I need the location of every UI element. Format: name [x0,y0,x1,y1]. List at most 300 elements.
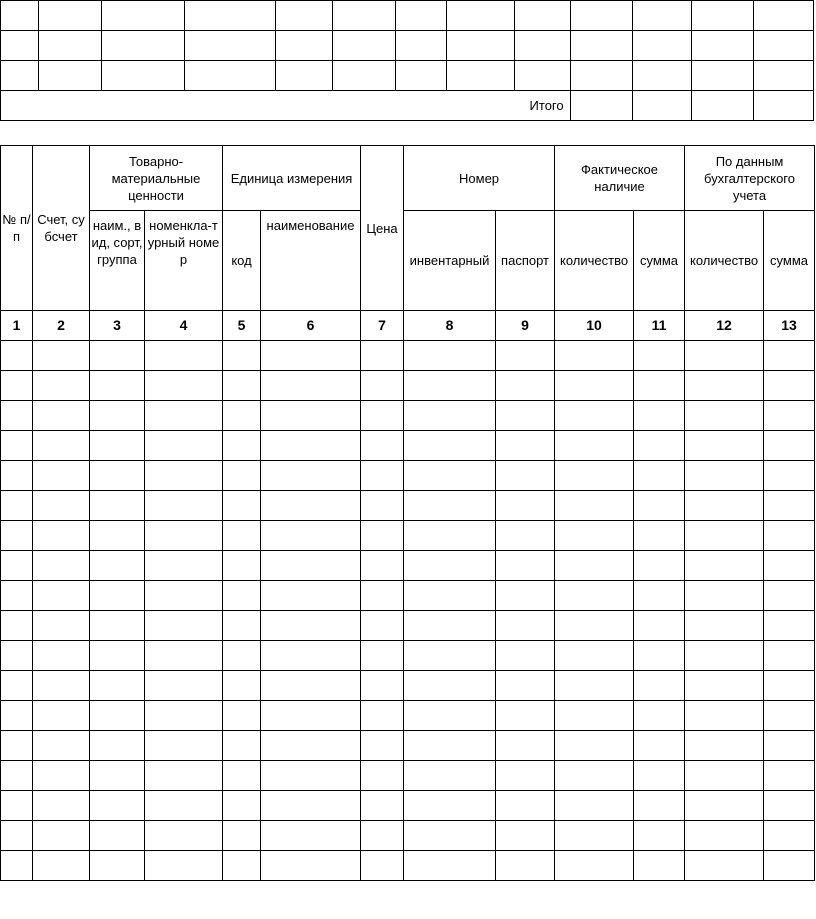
table-cell[interactable] [685,611,764,641]
table-cell[interactable] [361,851,404,881]
summary-cell[interactable] [570,61,632,91]
table-cell[interactable] [1,521,33,551]
table-cell[interactable] [361,371,404,401]
table-cell[interactable] [90,731,145,761]
table-cell[interactable] [361,491,404,521]
table-cell[interactable] [33,761,90,791]
table-cell[interactable] [361,581,404,611]
table-cell[interactable] [90,821,145,851]
table-cell[interactable] [685,791,764,821]
table-cell[interactable] [404,701,496,731]
table-cell[interactable] [33,791,90,821]
table-cell[interactable] [404,821,496,851]
table-cell[interactable] [361,401,404,431]
table-cell[interactable] [145,851,223,881]
table-cell[interactable] [145,821,223,851]
table-cell[interactable] [496,461,555,491]
table-cell[interactable] [145,641,223,671]
table-cell[interactable] [33,641,90,671]
table-cell[interactable] [555,461,634,491]
table-cell[interactable] [33,581,90,611]
table-cell[interactable] [496,731,555,761]
summary-cell[interactable] [102,31,185,61]
table-cell[interactable] [685,341,764,371]
table-cell[interactable] [33,731,90,761]
table-cell[interactable] [555,791,634,821]
total-cell[interactable] [753,91,813,121]
table-cell[interactable] [496,551,555,581]
table-cell[interactable] [555,431,634,461]
table-cell[interactable] [685,371,764,401]
table-cell[interactable] [1,851,33,881]
summary-cell[interactable] [753,61,813,91]
summary-table-body [1,1,814,121]
table-cell[interactable] [145,791,223,821]
summary-cell[interactable] [514,31,570,61]
table-cell[interactable] [496,761,555,791]
table-row [1,431,815,461]
table-cell[interactable] [555,701,634,731]
summary-cell[interactable] [691,61,753,91]
table-cell[interactable] [404,641,496,671]
table-cell[interactable] [634,431,685,461]
header-books-qty: количество [685,211,764,311]
table-cell[interactable] [685,431,764,461]
column-number: 3 [90,311,145,341]
table-cell[interactable] [361,791,404,821]
table-cell[interactable] [90,431,145,461]
table-cell[interactable] [404,401,496,431]
table-cell[interactable] [261,671,361,701]
table-cell[interactable] [764,461,815,491]
table-cell[interactable] [223,461,261,491]
table-cell[interactable] [145,701,223,731]
table-cell[interactable] [634,641,685,671]
table-cell[interactable] [1,431,33,461]
total-cell[interactable] [691,91,753,121]
table-cell[interactable] [555,671,634,701]
summary-cell[interactable] [632,31,691,61]
header-inventory: инвентарный [404,211,496,311]
table-cell[interactable] [90,791,145,821]
table-cell[interactable] [33,401,90,431]
table-cell[interactable] [33,701,90,731]
table-cell[interactable] [223,641,261,671]
table-cell[interactable] [404,371,496,401]
table-cell[interactable] [361,761,404,791]
table-cell[interactable] [634,731,685,761]
table-cell[interactable] [496,371,555,401]
table-cell[interactable] [496,491,555,521]
table-cell[interactable] [261,551,361,581]
table-cell[interactable] [404,491,496,521]
table-cell[interactable] [33,851,90,881]
summary-cell[interactable] [185,31,276,61]
table-cell[interactable] [496,401,555,431]
table-row [1,401,815,431]
table-cell[interactable] [634,701,685,731]
table-cell[interactable] [555,491,634,521]
table-cell[interactable] [261,851,361,881]
table-cell[interactable] [223,551,261,581]
table-cell[interactable] [496,341,555,371]
table-cell[interactable] [634,371,685,401]
table-cell[interactable] [496,791,555,821]
table-cell[interactable] [261,371,361,401]
summary-cell[interactable] [396,1,447,31]
table-cell[interactable] [361,701,404,731]
table-cell[interactable] [261,491,361,521]
table-cell[interactable] [90,611,145,641]
table-cell[interactable] [555,401,634,431]
table-cell[interactable] [555,731,634,761]
table-cell[interactable] [764,641,815,671]
summary-cell[interactable] [632,61,691,91]
table-cell[interactable] [33,821,90,851]
table-cell[interactable] [261,431,361,461]
table-cell[interactable] [1,371,33,401]
table-cell[interactable] [685,641,764,671]
table-cell[interactable] [145,671,223,701]
table-cell[interactable] [496,521,555,551]
summary-cell[interactable] [632,1,691,31]
table-cell[interactable] [764,671,815,701]
table-cell[interactable] [90,371,145,401]
table-row [1,701,815,731]
summary-cell[interactable] [691,1,753,31]
table-cell[interactable] [1,461,33,491]
table-cell[interactable] [555,341,634,371]
table-cell[interactable] [361,341,404,371]
table-cell[interactable] [223,341,261,371]
column-number: 13 [764,311,815,341]
table-row [1,611,815,641]
table-cell[interactable] [764,401,815,431]
total-cell[interactable] [632,91,691,121]
table-cell[interactable] [1,611,33,641]
table-cell[interactable] [145,611,223,641]
header-row-number: № п/п [1,146,33,311]
summary-cell[interactable] [570,31,632,61]
table-cell[interactable] [496,701,555,731]
table-cell[interactable] [685,401,764,431]
table-cell[interactable] [404,551,496,581]
table-cell[interactable] [764,611,815,641]
table-cell[interactable] [555,581,634,611]
table-row [1,761,815,791]
table-cell[interactable] [764,371,815,401]
table-cell[interactable] [555,761,634,791]
table-cell[interactable] [404,581,496,611]
table-cell[interactable] [261,581,361,611]
table-cell[interactable] [1,791,33,821]
table-cell[interactable] [261,821,361,851]
table-cell[interactable] [685,821,764,851]
summary-cell[interactable] [1,1,39,31]
table-cell[interactable] [90,401,145,431]
table-cell[interactable] [261,611,361,641]
table-cell[interactable] [90,641,145,671]
table-cell[interactable] [223,491,261,521]
table-cell[interactable] [404,341,496,371]
table-cell[interactable] [361,731,404,761]
table-cell[interactable] [223,371,261,401]
table-cell[interactable] [555,851,634,881]
table-cell[interactable] [261,761,361,791]
summary-cell[interactable] [753,1,813,31]
table-cell[interactable] [145,731,223,761]
table-cell[interactable] [634,671,685,701]
table-cell[interactable] [90,461,145,491]
table-cell[interactable] [33,431,90,461]
summary-cell[interactable] [276,1,333,31]
summary-cell[interactable] [447,31,514,61]
table-cell[interactable] [555,611,634,641]
table-cell[interactable] [555,371,634,401]
table-cell[interactable] [496,851,555,881]
table-cell[interactable] [764,341,815,371]
summary-cell[interactable] [185,1,276,31]
table-cell[interactable] [496,431,555,461]
table-cell[interactable] [404,461,496,491]
summary-cell[interactable] [1,61,39,91]
table-cell[interactable] [1,491,33,521]
table-cell[interactable] [555,521,634,551]
table-cell[interactable] [361,611,404,641]
summary-cell[interactable] [276,31,333,61]
header-goods-code: номенкла-турный номер [145,211,223,311]
table-cell[interactable] [764,521,815,551]
table-cell[interactable] [223,581,261,611]
table-cell[interactable] [361,671,404,701]
table-cell[interactable] [33,611,90,641]
table-cell[interactable] [764,821,815,851]
table-row [1,521,815,551]
table-cell[interactable] [223,611,261,641]
table-cell[interactable] [685,461,764,491]
total-cell[interactable] [570,91,632,121]
table-cell[interactable] [764,491,815,521]
table-cell[interactable] [33,371,90,401]
table-cell[interactable] [145,341,223,371]
table-cell[interactable] [33,461,90,491]
header-actual-qty: количество [555,211,634,311]
table-cell[interactable] [634,551,685,581]
table-cell[interactable] [764,551,815,581]
total-label: Итого [1,91,571,121]
header-unit-code: код [223,211,261,311]
table-cell[interactable] [261,791,361,821]
table-cell[interactable] [496,611,555,641]
table-cell[interactable] [145,401,223,431]
table-cell[interactable] [361,821,404,851]
table-cell[interactable] [261,461,361,491]
table-cell[interactable] [634,491,685,521]
table-cell[interactable] [496,641,555,671]
table-cell[interactable] [145,461,223,491]
table-cell[interactable] [404,731,496,761]
table-cell[interactable] [145,491,223,521]
table-cell[interactable] [555,821,634,851]
table-cell[interactable] [764,731,815,761]
table-cell[interactable] [685,701,764,731]
table-cell[interactable] [1,341,33,371]
summary-cell[interactable] [39,31,102,61]
table-cell[interactable] [223,401,261,431]
table-cell[interactable] [261,641,361,671]
table-cell[interactable] [145,761,223,791]
table-cell[interactable] [1,701,33,731]
table-cell[interactable] [223,521,261,551]
table-cell[interactable] [261,341,361,371]
table-cell[interactable] [1,821,33,851]
table-cell[interactable] [223,431,261,461]
table-cell[interactable] [634,341,685,371]
table-cell[interactable] [261,701,361,731]
table-cell[interactable] [634,791,685,821]
table-cell[interactable] [1,581,33,611]
table-cell[interactable] [764,761,815,791]
table-cell[interactable] [555,551,634,581]
table-cell[interactable] [634,521,685,551]
table-row [1,341,815,371]
table-cell[interactable] [685,851,764,881]
table-cell[interactable] [685,761,764,791]
table-cell[interactable] [145,551,223,581]
table-cell[interactable] [634,461,685,491]
table-cell[interactable] [764,851,815,881]
table-cell[interactable] [90,491,145,521]
summary-cell[interactable] [333,1,396,31]
table-cell[interactable] [145,431,223,461]
summary-cell[interactable] [396,61,447,91]
table-cell[interactable] [223,821,261,851]
summary-cell[interactable] [333,31,396,61]
summary-cell[interactable] [333,61,396,91]
table-cell[interactable] [496,821,555,851]
table-cell[interactable] [90,341,145,371]
table-cell[interactable] [404,431,496,461]
table-cell[interactable] [1,551,33,581]
table-cell[interactable] [223,731,261,761]
table-cell[interactable] [90,761,145,791]
table-cell[interactable] [90,851,145,881]
table-cell[interactable] [1,731,33,761]
summary-cell[interactable] [276,61,333,91]
table-cell[interactable] [261,731,361,761]
table-cell[interactable] [634,611,685,641]
table-cell[interactable] [634,851,685,881]
table-cell[interactable] [361,551,404,581]
table-cell[interactable] [33,521,90,551]
table-cell[interactable] [90,551,145,581]
summary-cell[interactable] [185,61,276,91]
table-cell[interactable] [223,671,261,701]
table-cell[interactable] [634,821,685,851]
table-cell[interactable] [496,671,555,701]
table-cell[interactable] [764,431,815,461]
table-cell[interactable] [685,491,764,521]
table-cell[interactable] [685,521,764,551]
summary-cell[interactable] [39,61,102,91]
header-actual: Фактическое наличие [555,146,685,211]
table-cell[interactable] [685,551,764,581]
table-cell[interactable] [261,521,361,551]
table-cell[interactable] [764,581,815,611]
table-cell[interactable] [404,671,496,701]
table-cell[interactable] [555,641,634,671]
summary-cell[interactable] [570,1,632,31]
table-cell[interactable] [404,791,496,821]
summary-cell[interactable] [39,1,102,31]
table-cell[interactable] [33,551,90,581]
table-cell[interactable] [1,671,33,701]
table-cell[interactable] [764,791,815,821]
table-cell[interactable] [764,701,815,731]
summary-cell[interactable] [102,1,185,31]
table-cell[interactable] [90,671,145,701]
summary-cell[interactable] [753,31,813,61]
summary-cell[interactable] [396,31,447,61]
header-actual-sum: сумма [634,211,685,311]
table-cell[interactable] [404,761,496,791]
table-cell[interactable] [33,491,90,521]
table-cell[interactable] [685,671,764,701]
summary-cell[interactable] [102,61,185,91]
table-cell[interactable] [685,581,764,611]
table-cell[interactable] [361,521,404,551]
table-cell[interactable] [685,731,764,761]
column-number: 7 [361,311,404,341]
table-cell[interactable] [223,761,261,791]
table-cell[interactable] [90,701,145,731]
table-cell[interactable] [223,791,261,821]
summary-cell[interactable] [691,31,753,61]
table-cell[interactable] [1,761,33,791]
table-cell[interactable] [33,671,90,701]
summary-cell[interactable] [514,1,570,31]
table-cell[interactable] [145,521,223,551]
table-cell[interactable] [361,641,404,671]
table-cell[interactable] [223,851,261,881]
column-number: 11 [634,311,685,341]
table-cell[interactable] [496,581,555,611]
table-cell[interactable] [145,581,223,611]
table-cell[interactable] [404,521,496,551]
table-row [1,791,815,821]
table-cell[interactable] [634,401,685,431]
table-cell[interactable] [90,581,145,611]
summary-cell[interactable] [447,61,514,91]
table-cell[interactable] [261,401,361,431]
table-cell[interactable] [1,401,33,431]
summary-cell[interactable] [1,31,39,61]
table-cell[interactable] [634,761,685,791]
table-cell[interactable] [33,341,90,371]
summary-cell[interactable] [514,61,570,91]
table-cell[interactable] [404,611,496,641]
table-cell[interactable] [90,521,145,551]
summary-cell[interactable] [447,1,514,31]
table-cell[interactable] [223,701,261,731]
table-cell[interactable] [361,461,404,491]
table-cell[interactable] [145,371,223,401]
table-cell[interactable] [404,851,496,881]
table-cell[interactable] [361,431,404,461]
inventory-table [0,145,815,881]
table-cell[interactable] [1,641,33,671]
table-cell[interactable] [634,581,685,611]
